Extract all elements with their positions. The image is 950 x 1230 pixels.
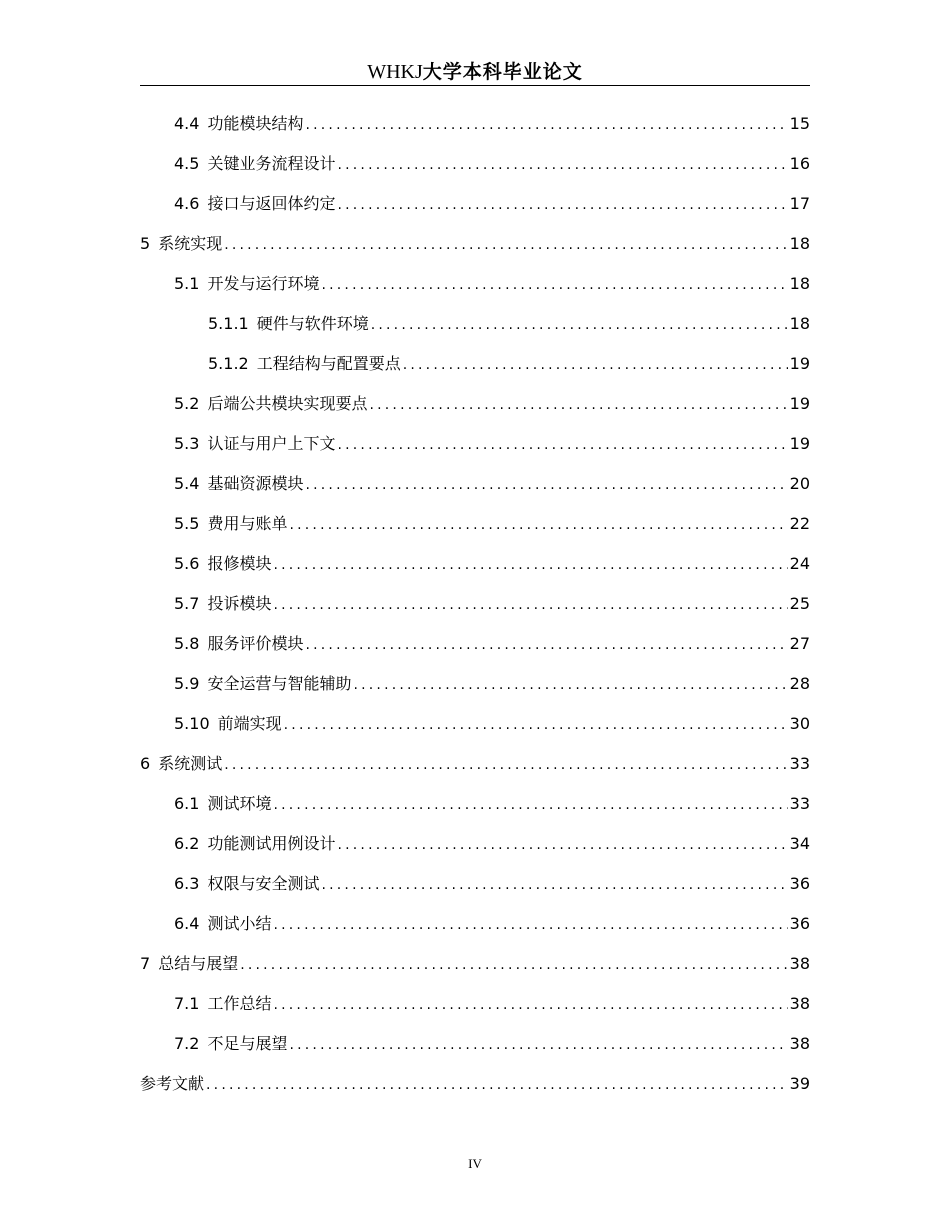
toc-entry[interactable] xyxy=(174,704,810,744)
toc-entry-title: 认证与用户上下文 xyxy=(207,434,336,453)
toc-entry-number: 5.2 xyxy=(174,394,200,413)
toc-entry-number: 5.1.2 xyxy=(208,354,249,373)
toc-leader-dots xyxy=(289,1025,787,1065)
toc-leader-dots xyxy=(284,705,788,745)
toc-entry[interactable] xyxy=(208,304,810,344)
toc-entry-number: 5.3 xyxy=(174,434,200,453)
toc-entry-title: 不足与展望 xyxy=(207,1034,288,1053)
toc-entry-title: 硬件与软件环境 xyxy=(256,314,369,333)
toc-entry[interactable] xyxy=(174,864,810,904)
toc-entry-page: 28 xyxy=(789,674,810,693)
toc-entry-number: 5.4 xyxy=(174,474,200,493)
toc-entry-page: 39 xyxy=(789,1074,810,1093)
running-header xyxy=(140,58,810,86)
toc-leader-dots xyxy=(305,465,787,505)
toc-entry[interactable] xyxy=(174,424,810,464)
toc-entry[interactable] xyxy=(140,944,810,984)
toc-entry-number: 4.6 xyxy=(174,194,200,213)
toc-leader-dots xyxy=(305,625,787,665)
toc-entry-title: 系统测试 xyxy=(158,754,223,773)
toc-entry[interactable] xyxy=(174,824,810,864)
toc-entry[interactable] xyxy=(174,984,810,1024)
toc-entry-number: 4.4 xyxy=(174,114,200,133)
toc-entry[interactable] xyxy=(174,504,810,544)
toc-entry-title: 安全运营与智能辅助 xyxy=(207,674,352,693)
toc-entry[interactable] xyxy=(140,1064,810,1104)
toc-entry-number: 5.9 xyxy=(174,674,200,693)
toc-entry-page: 27 xyxy=(789,634,810,653)
toc-entry-title: 基础资源模块 xyxy=(207,474,304,493)
toc-entry[interactable] xyxy=(174,104,810,144)
toc-entry-page: 17 xyxy=(789,194,810,213)
toc-entry-number: 5 xyxy=(140,234,151,253)
toc-entry-title: 前端实现 xyxy=(217,714,282,733)
toc-entry-page: 18 xyxy=(789,274,810,293)
toc-entry-title: 工程结构与配置要点 xyxy=(256,354,401,373)
toc-entry-page: 16 xyxy=(789,154,810,173)
toc-entry-number: 5.10 xyxy=(174,714,210,733)
toc-entry[interactable] xyxy=(174,624,810,664)
toc-entry-title: 参考文献 xyxy=(140,1074,205,1093)
header-title-cjk: 大学本科毕业论文 xyxy=(422,61,583,83)
toc-entry[interactable] xyxy=(174,784,810,824)
toc-entry-page: 30 xyxy=(789,714,810,733)
toc-leader-dots xyxy=(337,145,787,185)
toc-leader-dots xyxy=(224,745,787,785)
toc-leader-dots xyxy=(337,425,787,465)
toc-entry-number: 6.1 xyxy=(174,794,200,813)
toc-leader-dots xyxy=(321,265,787,305)
toc-leader-dots xyxy=(273,785,787,825)
toc-entry-number: 6 xyxy=(140,754,151,773)
toc-entry-title: 工作总结 xyxy=(207,994,272,1013)
toc-entry-title: 接口与返回体约定 xyxy=(207,194,336,213)
toc-entry[interactable] xyxy=(174,584,810,624)
toc-entry-number: 7.1 xyxy=(174,994,200,1013)
toc-entry-number: 5.1.1 xyxy=(208,314,249,333)
toc-entry-number: 6.3 xyxy=(174,874,200,893)
toc-leader-dots xyxy=(206,1065,788,1105)
header-rule xyxy=(140,85,810,86)
toc-entry[interactable] xyxy=(174,384,810,424)
toc-entry-page: 19 xyxy=(789,354,810,373)
toc-entry-page: 20 xyxy=(789,474,810,493)
toc-leader-dots xyxy=(273,545,787,585)
toc-entry-title: 功能模块结构 xyxy=(207,114,304,133)
toc-leader-dots xyxy=(240,945,787,985)
toc-entry-number: 6.2 xyxy=(174,834,200,853)
toc-entry-title: 关键业务流程设计 xyxy=(207,154,336,173)
toc-leader-dots xyxy=(273,585,787,625)
toc-entry[interactable] xyxy=(208,344,810,384)
toc-entry-title: 费用与账单 xyxy=(207,514,288,533)
toc-entry-title: 测试环境 xyxy=(207,794,272,813)
toc-entry[interactable] xyxy=(174,904,810,944)
toc-leader-dots xyxy=(403,345,788,385)
toc-entry[interactable] xyxy=(174,1024,810,1064)
toc-entry-page: 36 xyxy=(789,914,810,933)
toc-leader-dots xyxy=(273,985,787,1025)
toc-leader-dots xyxy=(321,865,787,905)
toc-entry-number: 6.4 xyxy=(174,914,200,933)
toc-entry-number: 7.2 xyxy=(174,1034,200,1053)
toc-entry-page: 33 xyxy=(789,754,810,773)
toc-leader-dots xyxy=(289,505,787,545)
toc-entry-number: 5.6 xyxy=(174,554,200,573)
toc-entry-number: 5.7 xyxy=(174,594,200,613)
toc-entry-page: 18 xyxy=(789,234,810,253)
toc-entry-page: 38 xyxy=(789,954,810,973)
toc-leader-dots xyxy=(371,305,788,345)
toc-entry-page: 33 xyxy=(789,794,810,813)
toc-entry-title: 总结与展望 xyxy=(158,954,239,973)
toc-leader-dots xyxy=(337,825,787,865)
toc-entry-number: 7 xyxy=(140,954,151,973)
toc-entry-title: 开发与运行环境 xyxy=(207,274,320,293)
toc-entry-title: 测试小结 xyxy=(207,914,272,933)
toc-leader-dots xyxy=(353,665,787,705)
toc-entry-page: 19 xyxy=(789,434,810,453)
toc-leader-dots xyxy=(369,385,787,425)
toc-entry[interactable] xyxy=(140,744,810,784)
page-number: IV xyxy=(468,1156,482,1171)
toc-entry-page: 38 xyxy=(789,1034,810,1053)
toc-entry[interactable] xyxy=(174,664,810,704)
toc-entry-page: 18 xyxy=(789,314,810,333)
toc-entry[interactable] xyxy=(174,264,810,304)
toc-entry-title: 报修模块 xyxy=(207,554,272,573)
toc-entry-page: 22 xyxy=(789,514,810,533)
toc-entry[interactable] xyxy=(174,464,810,504)
toc-entry-title: 投诉模块 xyxy=(207,594,272,613)
toc-leader-dots xyxy=(337,185,787,225)
toc-entry-number: 5.8 xyxy=(174,634,200,653)
toc-entry-page: 19 xyxy=(789,394,810,413)
toc-entry[interactable] xyxy=(140,224,810,264)
toc-leader-dots xyxy=(305,105,787,145)
toc-entry-number: 5.1 xyxy=(174,274,200,293)
toc-entry-title: 系统实现 xyxy=(158,234,223,253)
toc-entry-number: 4.5 xyxy=(174,154,200,173)
toc-leader-dots xyxy=(273,905,787,945)
toc-entry-page: 38 xyxy=(789,994,810,1013)
toc-entry-page: 24 xyxy=(789,554,810,573)
toc-entry[interactable] xyxy=(174,184,810,224)
toc-leader-dots xyxy=(224,225,787,265)
toc-entry-title: 权限与安全测试 xyxy=(207,874,320,893)
toc-entry[interactable] xyxy=(174,144,810,184)
toc-entry-title: 服务评价模块 xyxy=(207,634,304,653)
toc-entry-page: 36 xyxy=(789,874,810,893)
toc-entry-page: 25 xyxy=(789,594,810,613)
toc-entry-number: 5.5 xyxy=(174,514,200,533)
toc-entry-title: 后端公共模块实现要点 xyxy=(207,394,368,413)
toc-entry-page: 34 xyxy=(789,834,810,853)
toc-entry[interactable] xyxy=(174,544,810,584)
header-title-latin: WHKJ xyxy=(367,61,423,83)
toc-entry-title: 功能测试用例设计 xyxy=(207,834,336,853)
toc-entry-page: 15 xyxy=(789,114,810,133)
